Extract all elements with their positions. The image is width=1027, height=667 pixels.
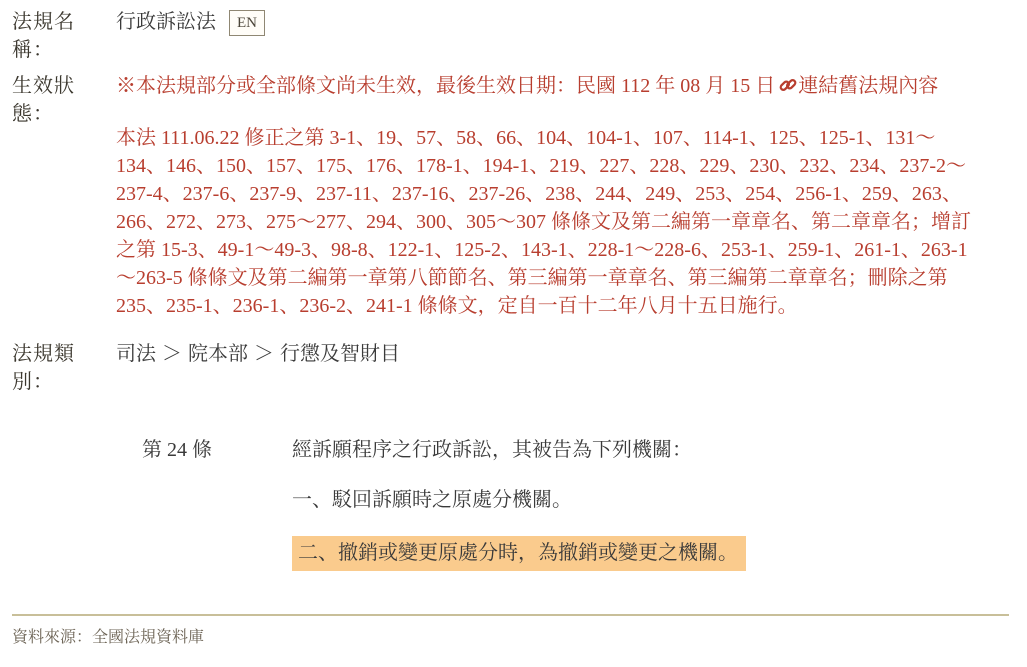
- breadcrumb-separator: ＞: [254, 343, 274, 365]
- breadcrumb-item-judicial: 司法: [116, 343, 156, 365]
- source-footer: [12, 614, 1009, 649]
- law-name-row: [12, 8, 1013, 64]
- old-law-link-label: 連結舊法規內容: [798, 75, 939, 97]
- breadcrumb-separator: ＞: [162, 343, 182, 365]
- breadcrumb-item-yuan: 院本部: [188, 343, 248, 365]
- english-version-button[interactable]: EN: [229, 10, 265, 36]
- status-warning-text: ※本法規部分或全部條文尚未生效，最後生效日期：民國 112 年 08 月 15 日: [116, 75, 776, 97]
- law-name-value: 行政訴訟法: [116, 11, 216, 33]
- article-paragraph-highlighted: [292, 536, 746, 571]
- law-name-label: 法規名稱：: [12, 11, 75, 61]
- status-line: [116, 72, 984, 100]
- category-row: [12, 340, 1013, 396]
- amendment-note: 本法 111.06.22 修正之第 3-1、19、57、58、66、104、104-1、107、114-1、125、125-1、131～134、146、150、157、175、176、178-1、194-1、219、227、228、229、230、232、234、237-2～237-4、237-6、237-9、237-11、237-16、237-26、238、244、249、253、254、256-1、259、263、266、272、273、275～277、294、300、305～307 條條文及第二編第一章章名、第二章章名；增訂之第 15-3、49-1～49-3、98-8、122-1、125-2、143-1、228-1～228-6、253-1、259-1、261-1、263-1～263-5 條條文及第二編第一章第八節節名、第三編第一章章名、第三編第二章章名；刪除之第 235、235-1、236-1、236-2、241-1 條條文，定自一百十二年八月十五日施行。: [116, 127, 971, 317]
- status-row: [12, 72, 1013, 320]
- article-paragraph: 經訴願程序之行政訴訟，其被告為下列機關：: [292, 439, 692, 461]
- category-label: 法規類別：: [12, 343, 75, 393]
- old-law-link[interactable]: [775, 75, 938, 97]
- article-number: 第 24 條: [142, 439, 212, 461]
- status-label: 生效狀態：: [12, 75, 75, 125]
- law-name-value-wrap: [116, 8, 265, 36]
- article-paragraph: 一、駁回訴願時之原處分機關。: [292, 489, 572, 511]
- category-breadcrumb: [116, 340, 400, 368]
- status-value-wrap: [116, 72, 984, 320]
- article-content: [292, 436, 746, 571]
- breadcrumb-item-subcategory: 行懲及智財目: [280, 343, 400, 365]
- highlighted-text: 二、撤銷或變更原處分時，為撤銷或變更之機關。: [292, 536, 746, 571]
- source-text: 資料來源：全國法規資料庫: [12, 629, 205, 646]
- article-block: [142, 436, 1013, 571]
- chain-link-icon: [779, 76, 797, 94]
